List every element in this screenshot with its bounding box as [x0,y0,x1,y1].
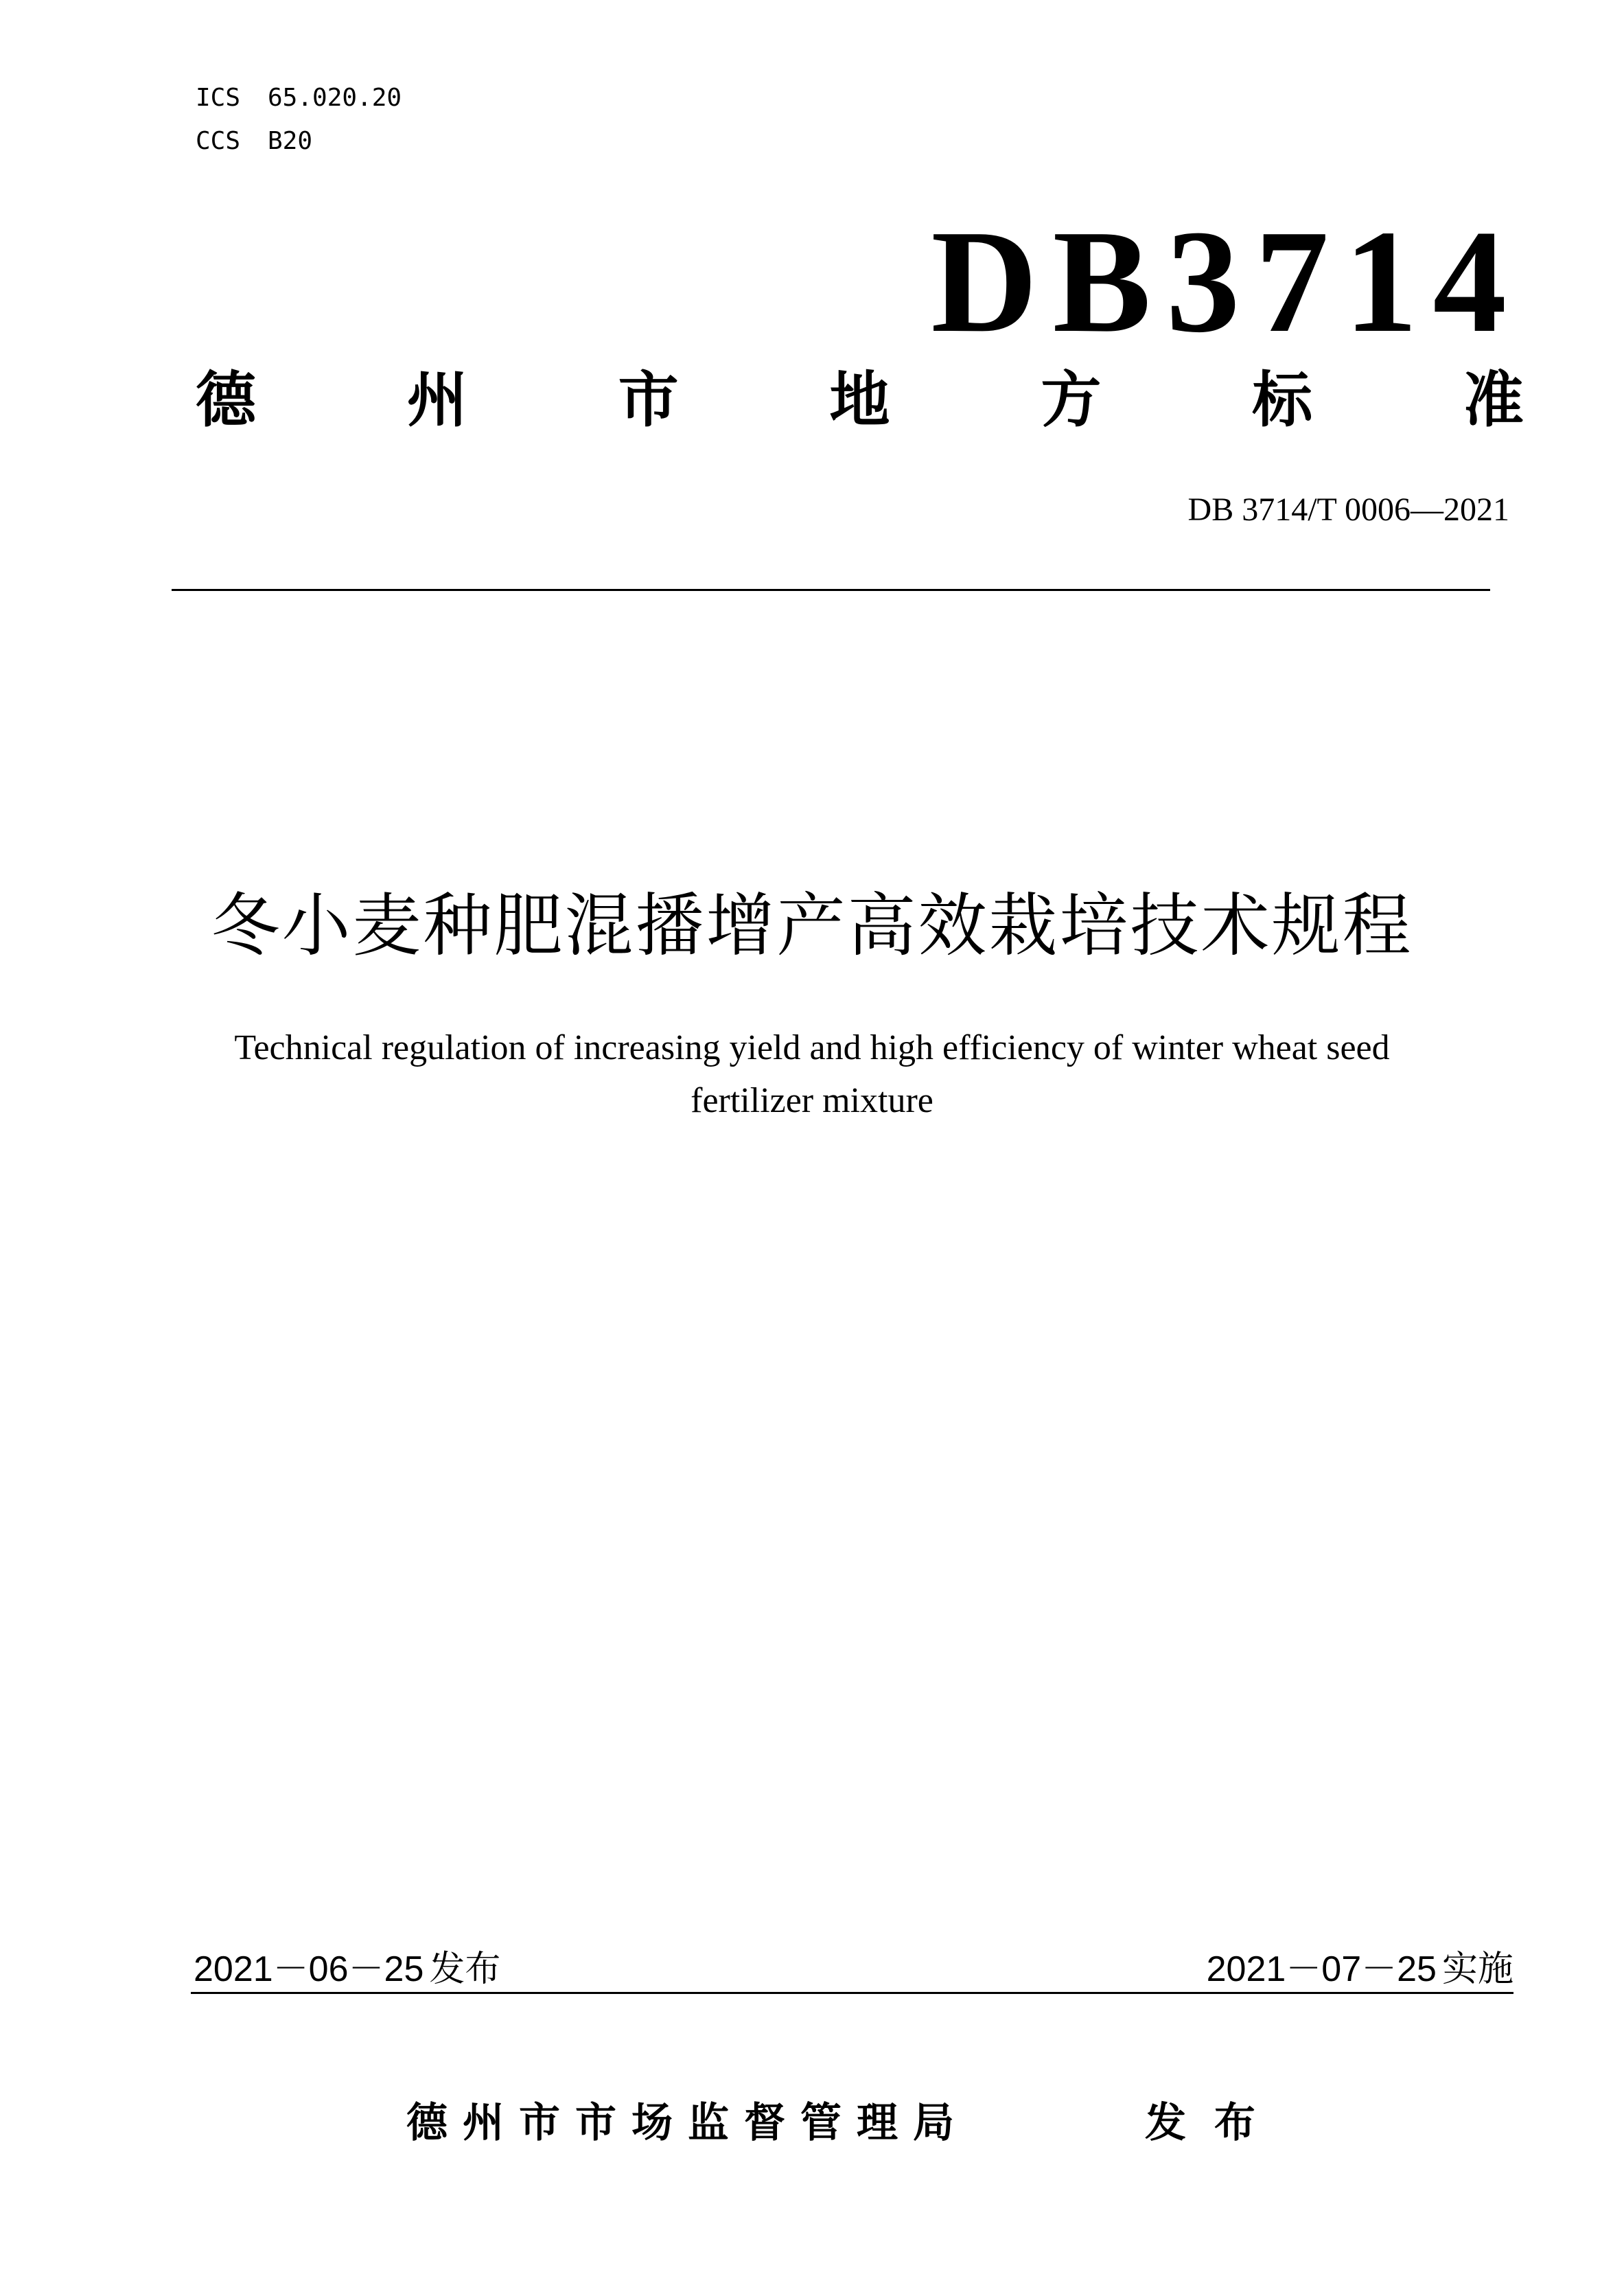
title-english-line-2: fertilizer mixture [691,1081,933,1120]
standard-type-char: 标 [1252,364,1313,435]
title-english-line-1: Technical regulation of increasing yield and high efficiency of winter wheat seed [234,1028,1390,1067]
title-english [82,1021,1542,1127]
implement-date-label: 实施 [1441,1949,1513,1990]
date-divider [191,1992,1513,1994]
standard-type-char: 准 [1463,364,1524,435]
publish-date-value: 2021－06－25 [194,1949,424,1989]
header-divider [172,589,1490,591]
standard-type-char: 方 [1041,364,1102,435]
title-chinese: 冬小麦种肥混播增产高效栽培技术规程 [211,885,1413,966]
publish-date [194,1949,500,1989]
ccs-value: B20 [268,127,313,155]
standard-type [196,364,1524,435]
standard-type-char: 德 [196,364,257,435]
standard-type-char: 州 [406,364,467,435]
ics-code [196,83,402,113]
issuer-action: 发 布 [1145,2099,1262,2147]
standard-number: DB 3714/T 0006—2021 [1187,491,1509,528]
ccs-label: CCS [196,127,241,155]
ics-value: 65.020.20 [268,84,402,112]
implement-date-value: 2021－07－25 [1206,1949,1437,1989]
standard-type-char: 市 [618,364,679,435]
implement-date [1207,1949,1513,1989]
publish-date-label: 发布 [429,1949,501,1990]
standard-logo: DB3714 [931,199,1522,363]
ics-label: ICS [196,84,241,112]
issuer-name: 德州市市场监督管理局 [406,2099,969,2147]
ccs-code [196,126,312,156]
standard-type-char: 地 [829,364,890,435]
